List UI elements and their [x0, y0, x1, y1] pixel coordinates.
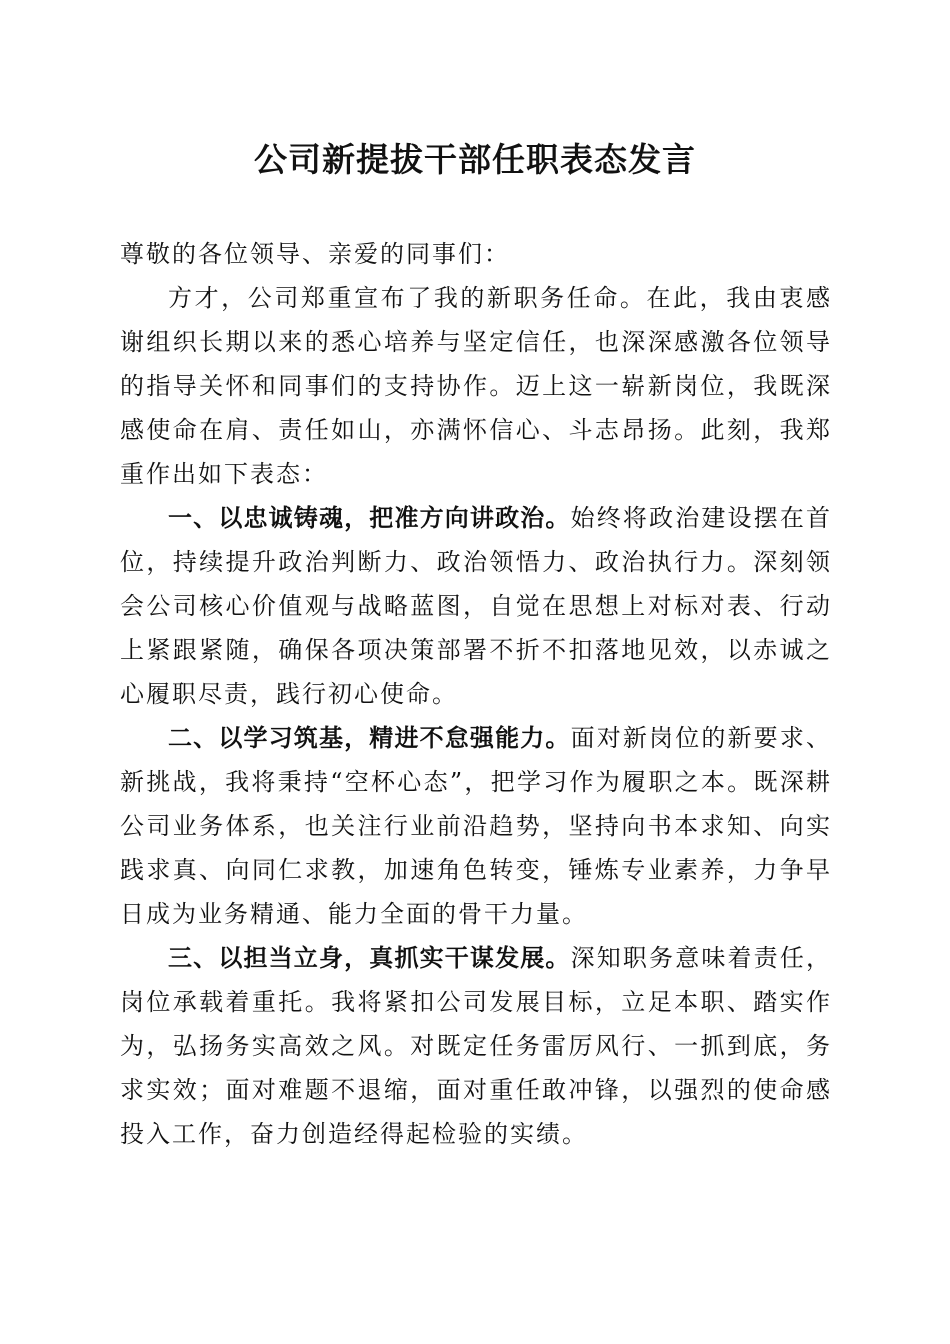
paragraph-text: 始终将政治建设摆在首位，持续提升政治判断力、政治领悟力、政治执行力。深刻领会公司核心价值观与战略蓝图，自觉在思想上对标对表、行动上紧跟紧随，确保各项决策部署不折不扣落地见效，以赤诚之心履职尽责，践行初心使命。: [120, 504, 833, 708]
paragraph-text: 方才，公司郑重宣布了我的新职务任命。在此，我由衷感谢组织长期以来的悉心培养与坚定信任，也深深感激各位领导的指导关怀和同事们的支持协作。迈上这一崭新岗位，我既深感使命在肩、责任如山，亦满怀信心、斗志昂扬。此刻，我郑重作出如下表态：: [120, 284, 832, 488]
paragraph-point-2: [120, 716, 832, 936]
paragraph-point-1: [120, 496, 832, 716]
paragraph-text: 面对新岗位的新要求、新挑战，我将秉持“空杯心态”，把学习作为履职之本。既深耕公司业务体系，也关注行业前沿趋势，坚持向书本求知、向实践求真、向同仁求教，加速角色转变，锤炼专业素养，力争早日成为业务精通、能力全面的骨干力量。: [120, 724, 833, 928]
document-body: [120, 232, 832, 1156]
paragraph-heading: 一、以忠诚铸魂，把准方向讲政治。: [168, 504, 571, 532]
paragraph-heading: 三、以担当立身，真抓实干谋发展。: [168, 944, 571, 972]
paragraph-point-3: [120, 936, 832, 1156]
paragraph-text: 深知职务意味着责任，岗位承载着重托。我将紧扣公司发展目标，立足本职、踏实作为，弘扬务实高效之风。对既定任务雷厉风行、一抓到底，务求实效；面对难题不退缩，面对重任敢冲锋，以强烈的使命感投入工作，奋力创造经得起检验的实绩。: [120, 944, 833, 1148]
paragraph-intro: [120, 276, 832, 496]
paragraph-heading: 二、以学习筑基，精进不怠强能力。: [168, 724, 571, 752]
document-title: 公司新提拔干部任职表态发言: [254, 140, 696, 179]
salutation: 尊敬的各位领导、亲爱的同事们：: [120, 240, 510, 268]
